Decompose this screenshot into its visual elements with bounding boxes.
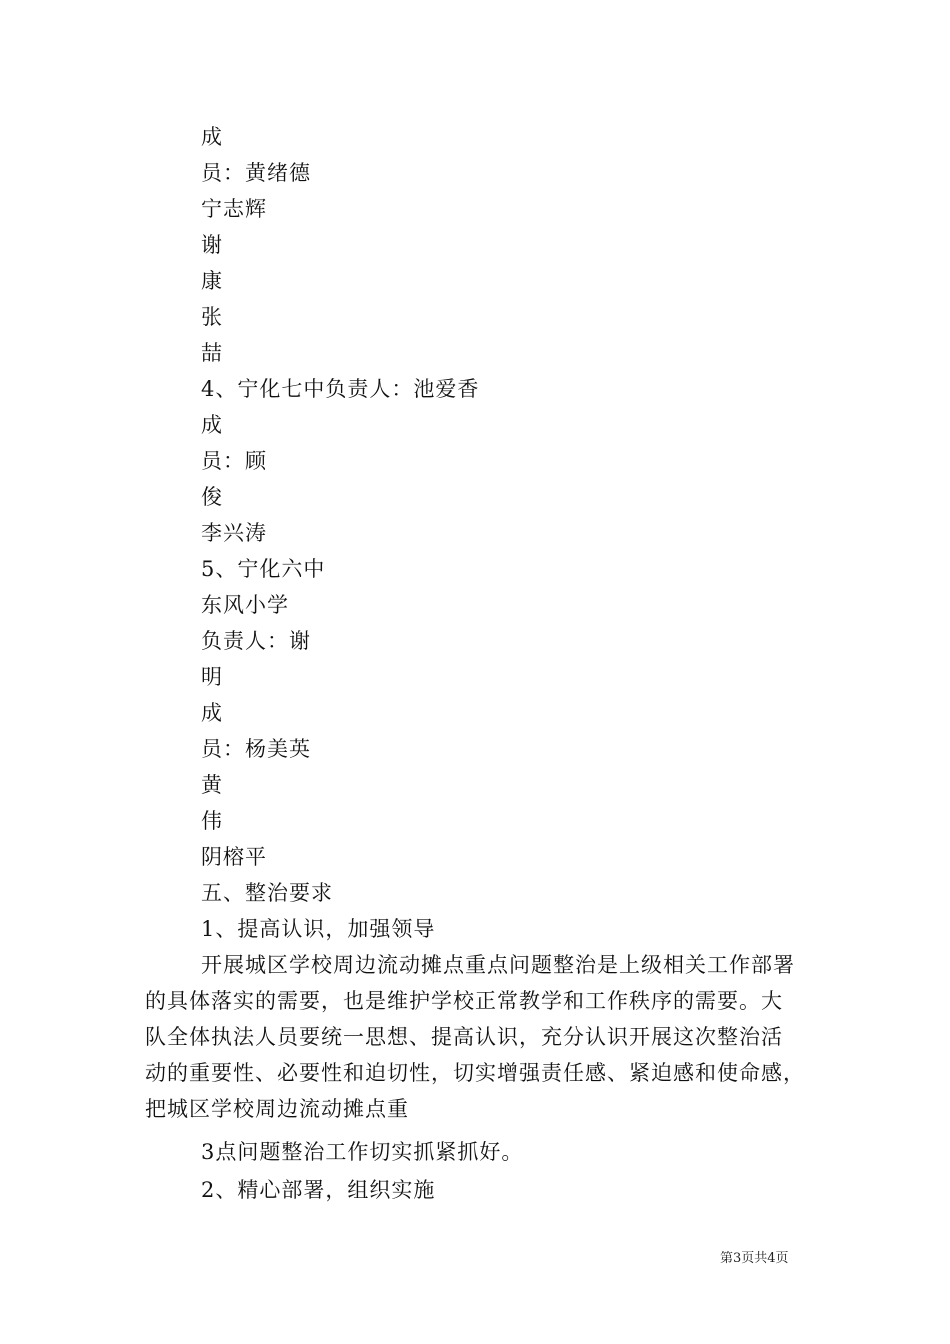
body-paragraph xyxy=(145,947,835,1127)
paragraph-line: 动的重要性、必要性和迫切性，切实增强责任感、紧迫感和使命感， xyxy=(145,1061,805,1085)
text-line: 李兴涛 xyxy=(201,521,267,545)
subsection-heading: 2、精心部署，组织实施 xyxy=(201,1178,436,1202)
paragraph-line: 的具体落实的需要，也是维护学校正常教学和工作秩序的需要。大 xyxy=(145,989,783,1013)
text-line: 员：顾 xyxy=(201,449,267,473)
text-line: 员：黄绪德 xyxy=(201,161,311,185)
text-line: 宁志辉 xyxy=(201,197,267,221)
text-line: 康 xyxy=(201,269,223,293)
text-line: 伟 xyxy=(201,809,223,833)
text-line: 东风小学 xyxy=(201,593,289,617)
text-line: 成 xyxy=(201,701,223,725)
text-line: 成 xyxy=(201,413,223,437)
paragraph-line: 开展城区学校周边流动摊点重点问题整治是上级相关工作部署 xyxy=(201,953,795,977)
section-heading: 5、宁化六中 xyxy=(201,557,326,581)
text-line: 阴榕平 xyxy=(201,845,267,869)
paragraph-line: 队全体执法人员要统一思想、提高认识，充分认识开展这次整治活 xyxy=(145,1025,783,1049)
text-line: 张 xyxy=(201,305,223,329)
text-line: 俊 xyxy=(201,485,223,509)
text-line: 明 xyxy=(201,665,223,689)
paragraph-line: 把城区学校周边流动摊点重 xyxy=(145,1097,409,1121)
text-line: 谢 xyxy=(201,233,223,257)
text-line: 喆 xyxy=(201,341,223,365)
text-line: 员：杨美英 xyxy=(201,737,311,761)
page-number: 第3页共4页 xyxy=(720,1251,789,1266)
section-heading: 4、宁化七中负责人：池爱香 xyxy=(201,377,480,401)
subsection-heading: 1、提高认识，加强领导 xyxy=(201,917,436,941)
text-line: 3点问题整治工作切实抓紧抓好。 xyxy=(201,1140,524,1164)
text-line: 黄 xyxy=(201,773,223,797)
text-line: 负责人：谢 xyxy=(201,629,311,653)
section-heading: 五、整治要求 xyxy=(201,881,333,905)
text-line: 成 xyxy=(201,125,223,149)
